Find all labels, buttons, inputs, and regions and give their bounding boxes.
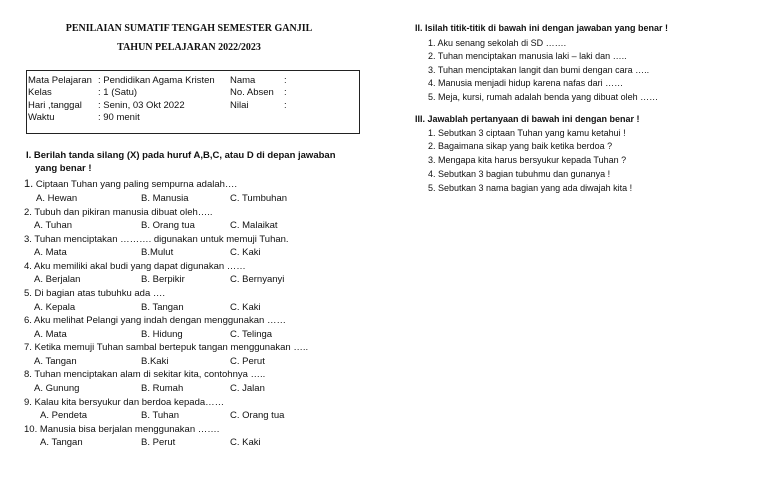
class-value: : 1 (Satu) <box>98 87 138 98</box>
q5-option-c: C. Kaki <box>230 302 261 313</box>
q9-option-c: C. Orang tua <box>230 410 285 421</box>
school-year-title: TAHUN PELAJARAN 2022/2023 <box>117 42 261 53</box>
essay-item-5: 5. Sebutkan 3 nama bagian yang ada diwajah kita ! <box>428 183 633 193</box>
q3-option-a: A. Mata <box>34 247 67 258</box>
subject-label: Mata Pelajaran <box>28 75 92 86</box>
q1-option-c: C. Tumbuhan <box>230 193 288 204</box>
subject-value: : Pendidikan Agama Kristen <box>98 75 215 86</box>
fill-item-1: 1. Aku senang sekolah di SD ……. <box>428 38 567 48</box>
q9-option-a: A. Pendeta <box>40 410 88 421</box>
q2-option-b: B. Orang tua <box>141 220 195 231</box>
name-colon: : <box>284 75 287 86</box>
q9-option-b: B. Tuhan <box>141 410 180 421</box>
q7-option-b: B.Kaki <box>141 356 169 367</box>
section3-heading: III. Jawablah pertanyaan di bawah ini dengan benar ! <box>415 114 640 124</box>
time-label: Waktu <box>28 112 55 123</box>
q10-option-b: B. Perut <box>141 437 176 448</box>
q4-option-c: C. Bernyanyi <box>230 274 285 285</box>
name-label: Nama <box>230 75 256 86</box>
q2-option-c: C. Malaikat <box>230 220 278 231</box>
fill-item-2: 2. Tuhan menciptakan manusia laki – laki dan ….. <box>428 51 627 61</box>
q4-option-a: A. Berjalan <box>34 274 81 285</box>
q8-option-c: C. Jalan <box>230 383 265 394</box>
question-1-text: Ciptaan Tuhan yang paling sempurna adalah…. <box>33 179 238 190</box>
q6-option-a: A. Mata <box>34 329 67 340</box>
section1-heading-cont: yang benar ! <box>35 163 92 174</box>
q8-option-a: A. Gunung <box>34 383 80 394</box>
essay-item-1: 1. Sebutkan 3 ciptaan Tuhan yang kamu ketahui ! <box>428 128 626 138</box>
q10-option-c: C. Kaki <box>230 437 261 448</box>
question-2: 2. Tubuh dan pikiran manusia dibuat oleh….. <box>24 207 213 218</box>
score-colon: : <box>284 100 287 111</box>
q1-option-b: B. Manusia <box>141 193 189 204</box>
q6-option-b: B. Hidung <box>141 329 183 340</box>
section2-heading: II. Isilah titik-titik di bawah ini dengan jawaban yang benar ! <box>415 23 669 33</box>
question-6: 6. Aku melihat Pelangi yang indah dengan menggunakan …… <box>24 315 286 326</box>
question-10: 10. Manusia bisa berjalan menggunakan ……. <box>24 424 220 435</box>
q1-option-a: A. Hewan <box>36 193 78 204</box>
absence-number-label: No. Absen <box>230 87 274 98</box>
q6-option-c: C. Telinga <box>230 329 273 340</box>
score-label: Nilai <box>230 100 249 111</box>
essay-item-2: 2. Bagaimana sikap yang baik ketika berdoa ? <box>428 141 613 151</box>
exam-title: PENILAIAN SUMATIF TENGAH SEMESTER GANJIL <box>65 23 313 34</box>
essay-item-3: 3. Mengapa kita harus bersyukur kepada Tuhan ? <box>428 155 627 165</box>
q7-option-c: C. Perut <box>230 356 265 367</box>
date-label: Hari ,tanggal <box>28 100 82 111</box>
fill-item-3: 3. Tuhan menciptakan langit dan bumi dengan cara ….. <box>428 65 650 75</box>
q4-option-b: B. Berpikir <box>141 274 185 285</box>
absence-colon: : <box>284 87 287 98</box>
question-7: 7. Ketika memuji Tuhan sambal bertepuk tangan menggunakan ….. <box>24 342 309 353</box>
student-info-box <box>26 70 360 134</box>
section1-heading: I. Berilah tanda silang (X) pada huruf A,B,C, atau D di depan jawaban <box>26 150 336 161</box>
q5-option-a: A. Kepala <box>34 302 76 313</box>
q3-option-b: B.Mulut <box>141 247 174 258</box>
time-value: : 90 menit <box>98 112 140 123</box>
q2-option-a: A. Tuhan <box>34 220 73 231</box>
question-4: 4. Aku memiliki akal budi yang dapat digunakan …… <box>24 261 246 272</box>
q7-option-a: A. Tangan <box>34 356 77 367</box>
question-9: 9. Kalau kita bersyukur dan berdoa kepada…… <box>24 397 225 408</box>
essay-item-4: 4. Sebutkan 3 bagian tubuhmu dan gunanya ! <box>428 169 611 179</box>
question-3: 3. Tuhan menciptakan ………. digunakan untuk memuji Tuhan. <box>24 234 289 245</box>
fill-item-5: 5. Meja, kursi, rumah adalah benda yang dibuat oleh …… <box>428 92 659 102</box>
date-value: : Senin, 03 Okt 2022 <box>98 100 185 111</box>
q3-option-c: C. Kaki <box>230 247 261 258</box>
question-1: 1. Ciptaan Tuhan yang paling sempurna adalah…. <box>24 178 238 190</box>
fill-item-4: 4. Manusia menjadi hidup karena nafas dari …… <box>428 78 624 88</box>
q8-option-b: B. Rumah <box>141 383 184 394</box>
question-5: 5. Di bagian atas tubuhku ada …. <box>24 288 166 299</box>
q10-option-a: A. Tangan <box>40 437 83 448</box>
q5-option-b: B. Tangan <box>141 302 184 313</box>
class-label: Kelas <box>28 87 52 98</box>
question-8: 8. Tuhan menciptakan alam di sekitar kita, contohnya ….. <box>24 369 266 380</box>
